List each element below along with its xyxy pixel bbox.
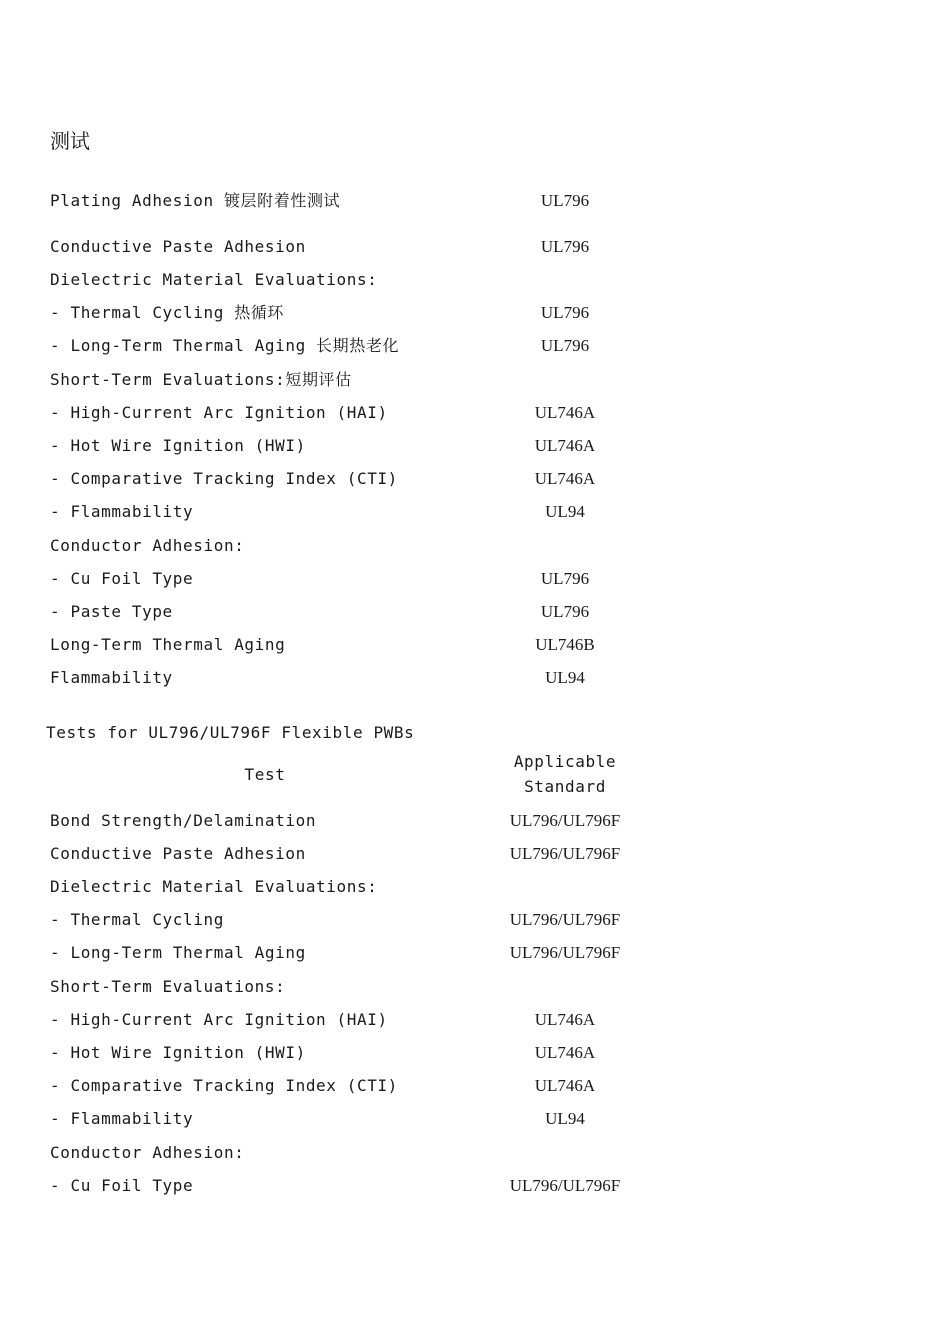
column-header-standard <box>480 749 650 799</box>
table2-row <box>0 1104 950 1134</box>
table1-row <box>0 365 950 395</box>
applicable-standard: UL796 <box>540 191 590 210</box>
column-header-standard-line2: Standard <box>524 777 606 796</box>
test-name: Conductor Adhesion: <box>50 536 245 555</box>
table1-row <box>0 431 950 461</box>
test-name: Short-Term Evaluations:短期评估 <box>50 370 352 389</box>
applicable-standard: UL746A <box>534 1076 596 1095</box>
table1-row <box>0 398 950 428</box>
applicable-standard: UL94 <box>545 502 585 521</box>
table1-row <box>0 663 950 693</box>
applicable-standard: UL796/UL796F <box>509 844 621 863</box>
applicable-standard: UL796/UL796F <box>509 1176 621 1195</box>
test-name: - Thermal Cycling <box>50 910 224 929</box>
applicable-standard: UL94 <box>545 1109 585 1128</box>
test-name: - Long-Term Thermal Aging <box>50 943 306 962</box>
applicable-standard: UL796 <box>540 237 590 256</box>
test-name: - Comparative Tracking Index (CTI) <box>50 469 398 488</box>
applicable-standard: UL746A <box>534 469 596 488</box>
test-name: Bond Strength/Delamination <box>50 811 317 830</box>
table2-row <box>0 1038 950 1068</box>
test-name: Conductor Adhesion: <box>50 1143 245 1162</box>
test-name: Flammability <box>50 668 173 687</box>
table2-row <box>0 1138 950 1168</box>
table2-row <box>0 1071 950 1101</box>
applicable-standard: UL796/UL796F <box>509 910 621 929</box>
applicable-standard: UL796 <box>540 602 590 621</box>
test-name: - Paste Type <box>50 602 173 621</box>
table2-row <box>0 972 950 1002</box>
column-header-standard-line1: Applicable <box>513 752 617 771</box>
test-name: - High-Current Arc Ignition (HAI) <box>50 1010 388 1029</box>
table2-row <box>0 872 950 902</box>
page-heading: 测试 <box>50 129 90 153</box>
test-name: - Comparative Tracking Index (CTI) <box>50 1076 398 1095</box>
applicable-standard: UL796 <box>540 303 590 322</box>
section-title: Tests for UL796/UL796F Flexible PWBs <box>46 723 415 742</box>
applicable-standard: UL796 <box>540 569 590 588</box>
test-name: - Flammability <box>50 502 194 521</box>
table1-row <box>0 630 950 660</box>
applicable-standard: UL796/UL796F <box>509 811 621 830</box>
test-name: - Thermal Cycling 热循环 <box>50 303 284 322</box>
table2-row <box>0 839 950 869</box>
table1-row <box>0 186 950 216</box>
table2-row <box>0 806 950 836</box>
test-name: - Hot Wire Ignition (HWI) <box>50 1043 306 1062</box>
test-name: - Flammability <box>50 1109 194 1128</box>
table2-row <box>0 905 950 935</box>
test-name: Plating Adhesion 镀层附着性测试 <box>50 191 341 210</box>
table1-row <box>0 564 950 594</box>
applicable-standard: UL796 <box>540 336 590 355</box>
column-header-test: Test <box>244 765 286 784</box>
table2-row <box>0 938 950 968</box>
table1-row <box>0 331 950 361</box>
table2-row <box>0 1171 950 1201</box>
test-name: Short-Term Evaluations: <box>50 977 286 996</box>
test-name: - Cu Foil Type <box>50 1176 194 1195</box>
applicable-standard: UL746A <box>534 436 596 455</box>
test-name: Long-Term Thermal Aging <box>50 635 286 654</box>
table2-row <box>0 1005 950 1035</box>
table1-row <box>0 597 950 627</box>
applicable-standard: UL746B <box>535 635 595 654</box>
test-name: Conductive Paste Adhesion <box>50 844 306 863</box>
applicable-standard: UL94 <box>545 668 585 687</box>
applicable-standard: UL746A <box>534 1043 596 1062</box>
table1-row <box>0 531 950 561</box>
test-name: Conductive Paste Adhesion <box>50 237 306 256</box>
test-name: - Cu Foil Type <box>50 569 194 588</box>
test-name: - Long-Term Thermal Aging 长期热老化 <box>50 336 400 355</box>
table1-row <box>0 265 950 295</box>
applicable-standard: UL796/UL796F <box>509 943 621 962</box>
test-name: Dielectric Material Evaluations: <box>50 877 378 896</box>
test-name: Dielectric Material Evaluations: <box>50 270 378 289</box>
table1-row <box>0 232 950 262</box>
test-name: - High-Current Arc Ignition (HAI) <box>50 403 388 422</box>
test-name: - Hot Wire Ignition (HWI) <box>50 436 306 455</box>
table1-row <box>0 298 950 328</box>
table1-row <box>0 497 950 527</box>
applicable-standard: UL746A <box>534 1010 596 1029</box>
table1-row <box>0 464 950 494</box>
applicable-standard: UL746A <box>534 403 596 422</box>
